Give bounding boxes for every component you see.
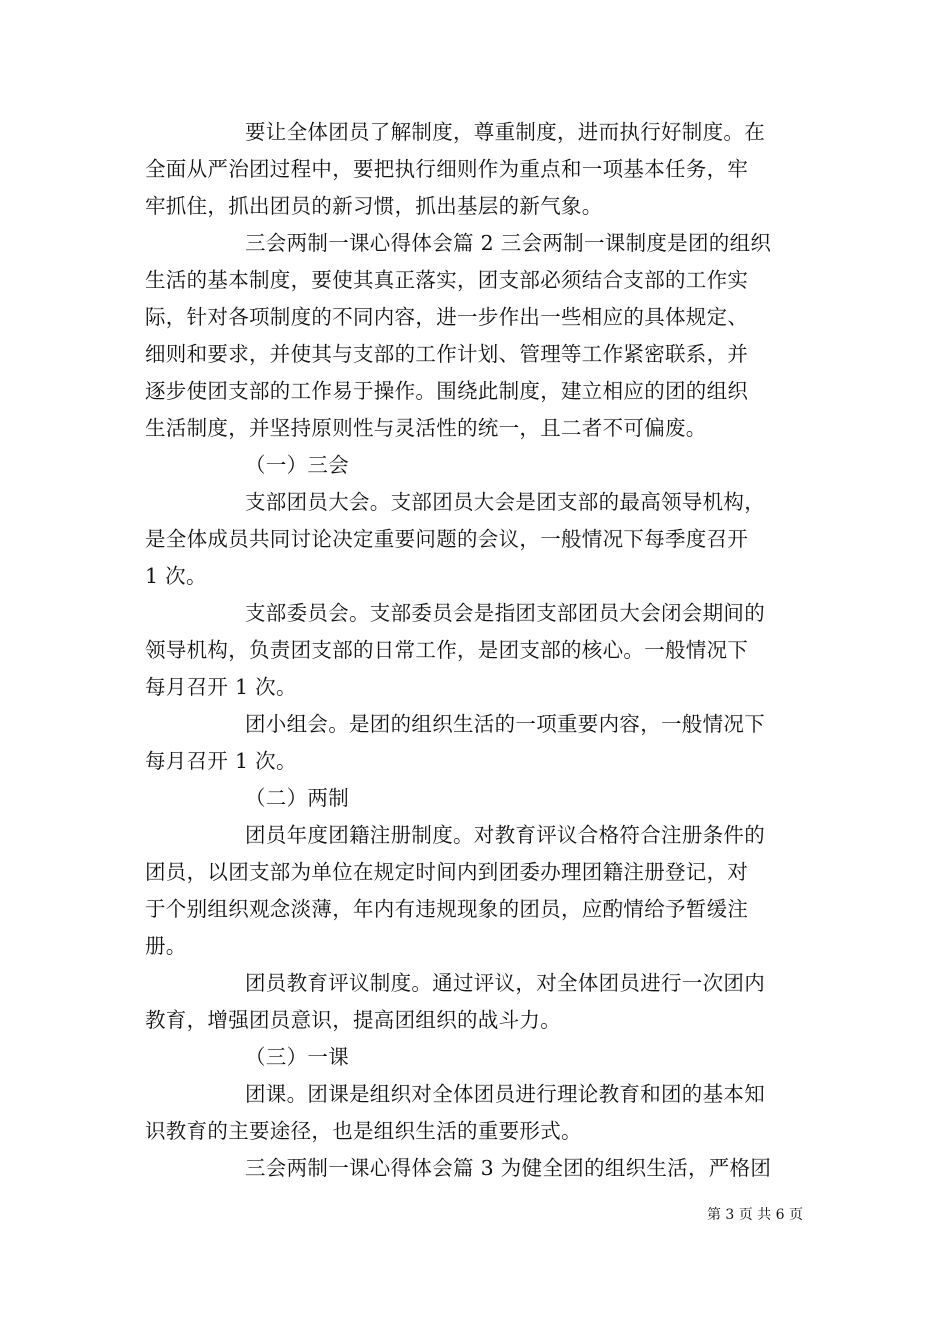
text-line: 团员年度团籍注册制度。对教育评议合格符合注册条件的 xyxy=(245,823,765,847)
text-line: 1 次。 xyxy=(145,564,207,588)
text-line: 细则和要求，并使其与支部的工作计划、管理等工作紧密联系，并 xyxy=(145,342,749,366)
text-line: 际，针对各项制度的不同内容，进一步作出一些相应的具体规定、 xyxy=(145,305,749,329)
text-line: 团课。团课是组织对全体团员进行理论教育和团的基本知 xyxy=(245,1082,765,1106)
text-line: 领导机构，负责团支部的日常工作，是团支部的核心。一般情况下 xyxy=(145,638,749,662)
text-line: 教育，增强团员意识，提高团组织的战斗力。 xyxy=(145,1008,561,1032)
text-line: 团小组会。是团的组织生活的一项重要内容，一般情况下 xyxy=(245,712,765,736)
text-line: 支部团员大会。支部团员大会是团支部的最高领导机构， xyxy=(245,490,765,514)
text-line: 支部委员会。支部委员会是指团支部团员大会闭会期间的 xyxy=(245,601,765,625)
page-number: 第 3 页 共 6 页 xyxy=(706,1207,804,1223)
text-line: 要让全体团员了解制度，尊重制度，进而执行好制度。在 xyxy=(245,120,765,144)
text-line: 牢抓住，抓出团员的新习惯，抓出基层的新气象。 xyxy=(145,194,603,218)
text-line: 每月召开 1 次。 xyxy=(145,675,297,699)
text-line: （三）一课 xyxy=(245,1045,349,1069)
text-line: 册。 xyxy=(145,934,187,958)
text-line: 于个别组织观念淡薄，年内有违规现象的团员，应酌情给予暂缓注 xyxy=(145,897,749,921)
document-body xyxy=(145,114,805,1187)
text-line: 全面从严治团过程中，要把执行细则作为重点和一项基本任务，牢 xyxy=(145,157,749,181)
text-line: 是全体成员共同讨论决定重要问题的会议，一般情况下每季度召开 xyxy=(145,527,749,551)
text-line: （一）三会 xyxy=(245,453,349,477)
text-line: 生活的基本制度，要使其真正落实，团支部必须结合支部的工作实 xyxy=(145,268,749,292)
text-line: 每月召开 1 次。 xyxy=(145,749,297,773)
text-line: 识教育的主要途径，也是组织生活的重要形式。 xyxy=(145,1119,582,1143)
text-line: 团员，以团支部为单位在规定时间内到团委办理团籍注册登记，对 xyxy=(145,860,749,884)
text-line: 团员教育评议制度。通过评议，对全体团员进行一次团内 xyxy=(245,971,765,995)
text-line: 三会两制一课心得体会篇 2 三会两制一课制度是团的组织 xyxy=(245,231,772,255)
text-line: 逐步使团支部的工作易于操作。围绕此制度，建立相应的团的组织 xyxy=(145,379,749,403)
text-line: 三会两制一课心得体会篇 3 为健全团的组织生活，严格团 xyxy=(245,1156,772,1180)
text-line: 生活制度，并坚持原则性与灵活性的统一，且二者不可偏废。 xyxy=(145,416,707,440)
text-line: （二）两制 xyxy=(245,786,349,810)
